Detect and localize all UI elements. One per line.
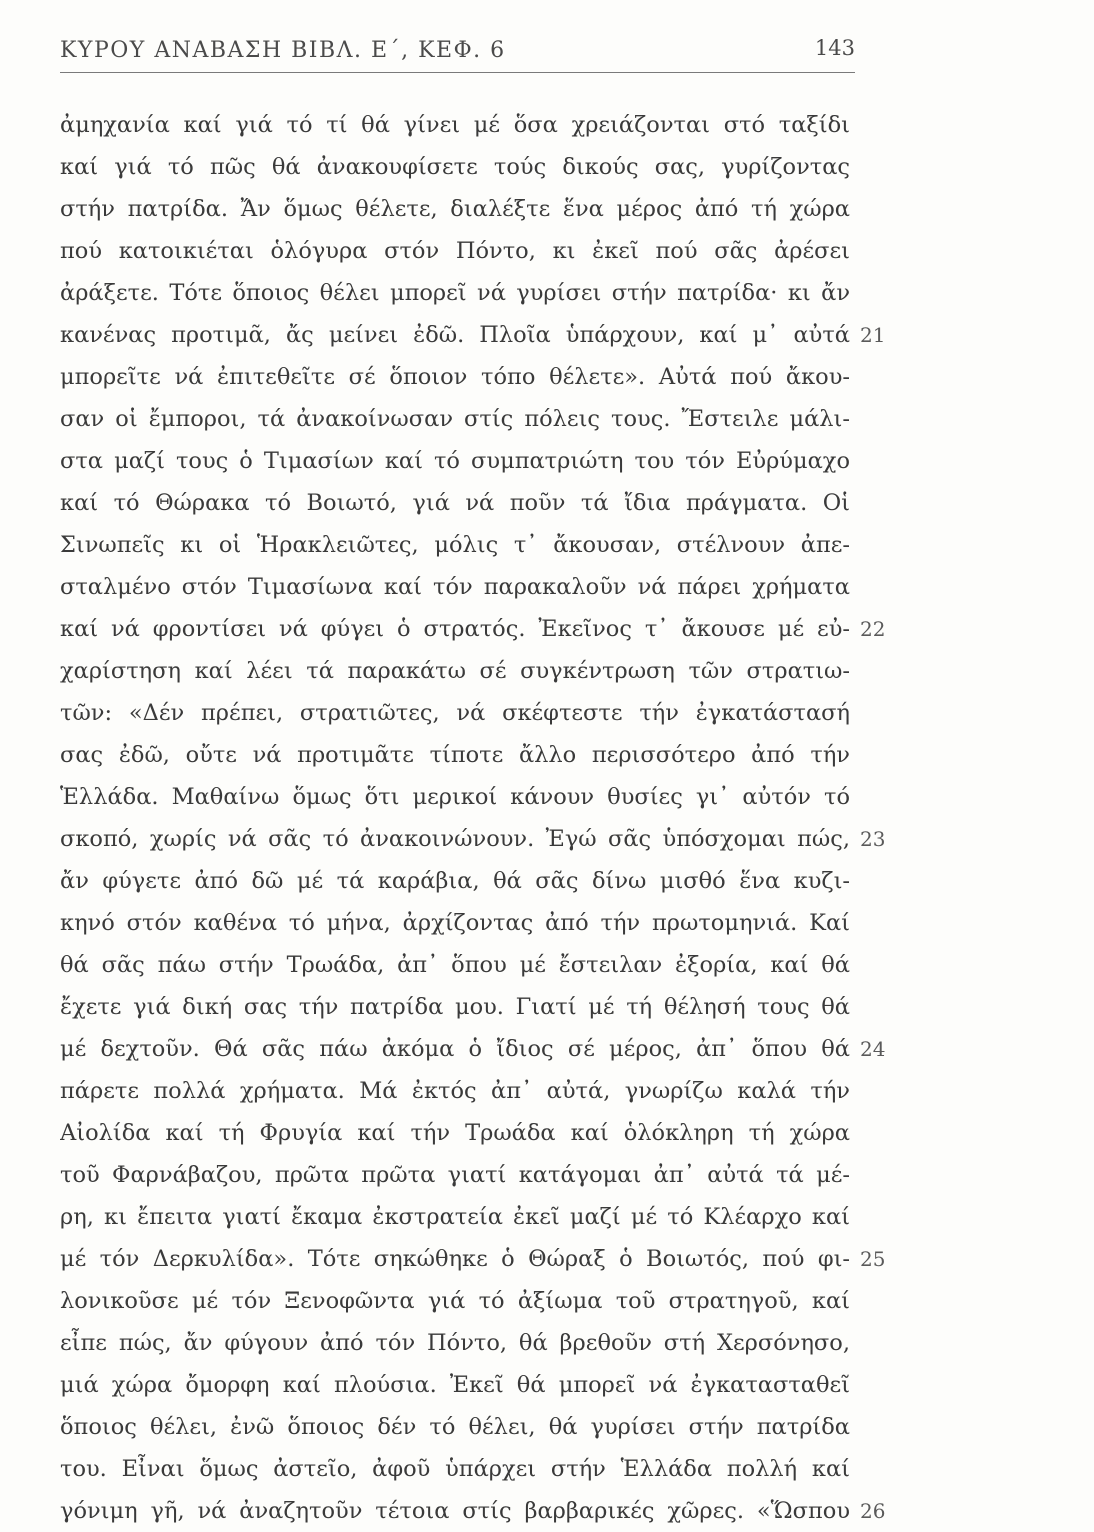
line-text: κηνό στόν καθένα τό μήνα, ἀρχίζοντας ἀπό τήν πρωτομηνιά. Καί <box>60 910 850 936</box>
body-text <box>60 104 960 1532</box>
line-text: ἔχετε γιά δική σας τήν πατρίδα μου. Γιατί μέ τή θέλησή τους θά <box>60 994 850 1020</box>
line-text: πάρετε πολλά χρήματα. Μά ἐκτός ἀπ᾽ αὐτά, γνωρίζω καλά τήν <box>60 1078 850 1104</box>
text-line <box>60 524 960 566</box>
line-text: θά σᾶς πάω στήν Τρωάδα, ἀπ᾽ ὅπου μέ ἔστειλαν ἐξορία, καί θά <box>60 952 850 978</box>
text-line <box>60 1280 960 1322</box>
text-line <box>60 1196 960 1238</box>
line-text: τοῦ Φαρνάβαζου, πρῶτα πρῶτα γιατί κατάγομαι ἀπ᾽ αὐτά τά μέ- <box>60 1162 850 1188</box>
text-line <box>60 230 960 272</box>
line-text: σας ἐδῶ, οὔτε νά προτιμᾶτε τίποτε ἄλλο περισσότερο ἀπό τήν <box>60 742 850 768</box>
text-line <box>60 356 960 398</box>
text-line <box>60 692 960 734</box>
line-text: μέ δεχτοῦν. Θά σᾶς πάω ἀκόμα ὁ ἴδιος σέ μέρος, ἀπ᾽ ὅπου θά <box>60 1036 850 1062</box>
line-text: σταλμένο στόν Τιμασίωνα καί τόν παρακαλοῦν νά πάρει χρήματα <box>60 574 850 600</box>
text-line <box>60 1406 960 1448</box>
text-line <box>60 482 960 524</box>
text-line <box>60 818 960 860</box>
text-line <box>60 1112 960 1154</box>
text-line <box>60 902 960 944</box>
text-line <box>60 860 960 902</box>
text-line <box>60 188 960 230</box>
header-rule <box>60 72 855 73</box>
text-line <box>60 986 960 1028</box>
running-head-title: ΚΥΡΟΥ ΑΝΑΒΑΣΗ ΒΙΒΛ. Ε΄, ΚΕΦ. 6 <box>60 38 506 63</box>
text-line <box>60 1364 960 1406</box>
text-line <box>60 1448 960 1490</box>
text-line <box>60 1490 960 1532</box>
section-number: 24 <box>860 1037 886 1061</box>
line-text: σκοπό, χωρίς νά σᾶς τό ἀνακοινώνουν. Ἐγώ σᾶς ὑπόσχομαι πώς, <box>60 826 850 852</box>
section-number: 23 <box>860 827 886 851</box>
line-text: μέ τόν Δερκυλίδα». Τότε σηκώθηκε ὁ Θώραξ ὁ Βοιωτός, πού φι- <box>60 1246 850 1272</box>
line-text: τῶν: «Δέν πρέπει, στρατιῶτες, νά σκέφτεστε τήν ἐγκατάστασή <box>60 700 850 726</box>
text-line <box>60 1238 960 1280</box>
page-number: 143 <box>814 36 855 60</box>
section-number: 21 <box>860 323 886 347</box>
line-text: του. Εἶναι ὅμως ἀστεῖο, ἀφοῦ ὑπάρχει στήν Ἑλλάδα πολλή καί <box>60 1456 850 1482</box>
text-line <box>60 104 960 146</box>
text-line <box>60 650 960 692</box>
line-text: χαρίστηση καί λέει τά παρακάτω σέ συγκέντρωση τῶν στρατιω- <box>60 658 850 684</box>
text-line <box>60 440 960 482</box>
text-line <box>60 566 960 608</box>
text-line <box>60 1154 960 1196</box>
section-number: 25 <box>860 1247 886 1271</box>
text-line <box>60 944 960 986</box>
line-text: καί γιά τό πῶς θά ἀνακουφίσετε τούς δικούς σας, γυρίζοντας <box>60 154 850 180</box>
section-number: 26 <box>860 1499 886 1523</box>
line-text: μπορεῖτε νά ἐπιτεθεῖτε σέ ὅποιον τόπο θέλετε». Αὐτά πού ἄκου- <box>60 364 850 390</box>
text-line <box>60 314 960 356</box>
running-head <box>60 34 855 68</box>
line-text: στα μαζί τους ὁ Τιμασίων καί τό συμπατριώτη του τόν Εὐρύμαχο <box>60 448 850 474</box>
line-text: Αἰολίδα καί τή Φρυγία καί τήν Τρωάδα καί ὁλόκληρη τή χώρα <box>60 1120 850 1146</box>
line-text: γόνιμη γῆ, νά ἀναζητοῦν τέτοια στίς βαρβαρικές χῶρες. «Ὥσπου <box>60 1498 850 1524</box>
text-line <box>60 398 960 440</box>
line-text: στήν πατρίδα. Ἄν ὅμως θέλετε, διαλέξτε ἕνα μέρος ἀπό τή χώρα <box>60 196 850 222</box>
line-text: σαν οἱ ἔμποροι, τά ἀνακοίνωσαν στίς πόλεις τους. Ἔστειλε μάλι- <box>60 406 850 432</box>
text-line <box>60 1028 960 1070</box>
line-text: ἀράξετε. Τότε ὅποιος θέλει μπορεῖ νά γυρίσει στήν πατρίδα· κι ἄν <box>60 280 850 306</box>
line-text: Ἑλλάδα. Μαθαίνω ὅμως ὅτι μερικοί κάνουν θυσίες γι᾽ αὐτόν τό <box>60 784 850 810</box>
line-text: ἀμηχανία καί γιά τό τί θά γίνει μέ ὅσα χρειάζονται στό ταξίδι <box>60 112 850 138</box>
line-text: ὅποιος θέλει, ἐνῶ ὅποιος δέν τό θέλει, θά γυρίσει στήν πατρίδα <box>60 1414 850 1440</box>
text-line <box>60 1322 960 1364</box>
line-text: καί νά φροντίσει νά φύγει ὁ στρατός. Ἐκεῖνος τ᾽ ἄκουσε μέ εὐ- <box>60 616 850 642</box>
line-text: καί τό Θώρακα τό Βοιωτό, γιά νά ποῦν τά ἴδια πράγματα. Οἱ <box>60 490 850 516</box>
line-text: εἶπε πώς, ἄν φύγουν ἀπό τόν Πόντο, θά βρεθοῦν στή Χερσόνησο, <box>60 1330 850 1356</box>
section-number: 22 <box>860 617 886 641</box>
line-text: μιά χώρα ὄμορφη καί πλούσια. Ἐκεῖ θά μπορεῖ νά ἐγκατασταθεῖ <box>60 1372 850 1398</box>
line-text: πού κατοικιέται ὁλόγυρα στόν Πόντο, κι ἐκεῖ πού σᾶς ἀρέσει <box>60 238 850 264</box>
line-text: ἄν φύγετε ἀπό δῶ μέ τά καράβια, θά σᾶς δίνω μισθό ἕνα κυζι- <box>60 868 850 894</box>
text-line <box>60 608 960 650</box>
text-line <box>60 146 960 188</box>
text-line <box>60 776 960 818</box>
line-text: λονικοῦσε μέ τόν Ξενοφῶντα γιά τό ἀξίωμα τοῦ στρατηγοῦ, καί <box>60 1288 850 1314</box>
line-text: Σινωπεῖς κι οἱ Ἡρακλειῶτες, μόλις τ᾽ ἄκουσαν, στέλνουν ἀπε- <box>60 532 850 558</box>
text-line <box>60 272 960 314</box>
line-text: κανένας προτιμᾶ, ἄς μείνει ἐδῶ. Πλοῖα ὑπάρχουν, καί μ᾽ αὐτά <box>60 322 850 348</box>
text-line <box>60 1070 960 1112</box>
line-text: ρη, κι ἔπειτα γιατί ἔκαμα ἐκστρατεία ἐκεῖ μαζί μέ τό Κλέαρχο καί <box>60 1204 850 1230</box>
text-line <box>60 734 960 776</box>
